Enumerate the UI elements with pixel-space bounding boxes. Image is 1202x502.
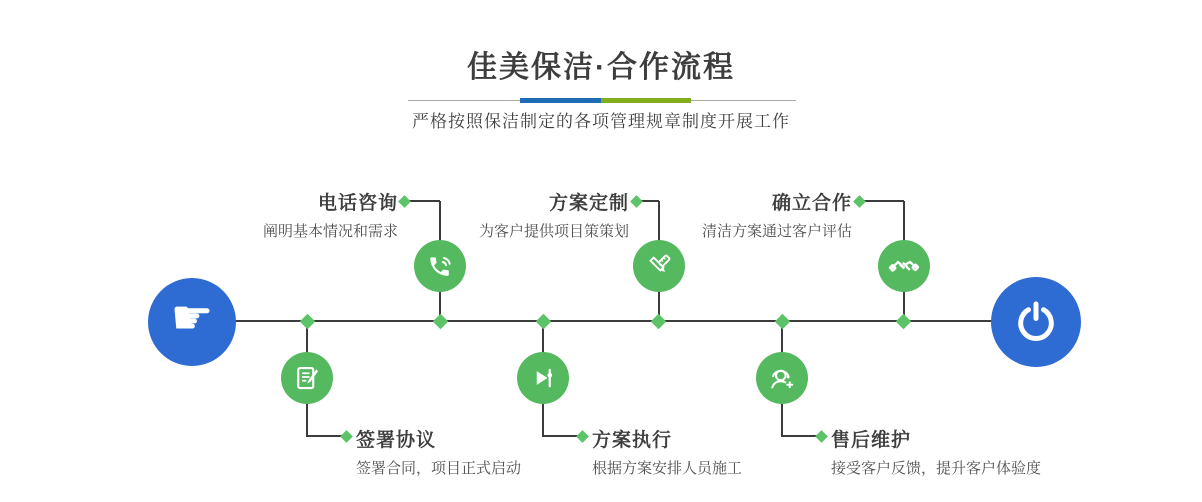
timeline-node-diamond [651,314,667,330]
step-label-aftersales [831,425,1041,478]
timeline-node-diamond [433,314,449,330]
hand-pointing-right-icon: ☛ [170,292,214,345]
timeline-node-diamond [300,314,316,330]
step-circle-aftersales [756,352,808,404]
step-desc: 为客户提供项目策策划 [478,223,629,240]
divider-green-segment [601,98,691,103]
step-desc: 根据方案安排人员施工 [592,460,743,477]
label-diamond [630,195,643,208]
label-diamond [853,195,866,208]
step-label-sign [356,425,521,478]
handshake-icon [888,250,920,282]
step-circle-cooperate [878,240,930,292]
end-endpoint-circle [991,277,1081,367]
phone-icon [425,251,455,281]
label-diamond [815,430,828,443]
step-title: 电话咨询 [317,193,398,214]
label-diamond [576,430,589,443]
step-title: 方案执行 [592,430,673,451]
connector-horizontal-step4 [307,435,343,437]
label-diamond [340,430,353,443]
step-title: 确立合作 [771,193,852,214]
title-divider [408,98,796,104]
divider-blue-segment [520,98,601,103]
step-circle-execute [517,352,569,404]
page-subtitle: 严格按照保洁制定的各项管理规章制度开展工作 [412,112,790,131]
timeline-node-diamond [896,314,912,330]
step-desc: 清洁方案通过客户评估 [701,223,852,240]
step-title: 签署协议 [356,430,437,451]
document-sign-icon [292,363,322,393]
step-desc: 阐明基本情况和需求 [262,223,398,240]
step-label-execute [592,425,742,478]
timeline-node-diamond [775,314,791,330]
power-icon [1013,299,1059,345]
step-desc: 接受客户反馈，提升客户体验度 [831,460,1042,477]
label-diamond [398,195,411,208]
connector-horizontal-step6 [782,435,818,437]
step-label-consult [263,188,398,241]
step-desc: 签署合同，项目正式启动 [356,460,522,477]
pencil-ruler-icon [644,251,674,281]
step-circle-consult [414,240,466,292]
step-circle-plan [633,240,685,292]
connector-horizontal-step3 [861,200,904,202]
step-title: 售后维护 [831,430,912,451]
step-label-plan [479,188,629,241]
step-label-cooperate [702,188,852,241]
step-circle-sign [281,352,333,404]
timeline-node-diamond [536,314,552,330]
start-endpoint-circle [148,278,236,366]
step-title: 方案定制 [548,193,629,214]
page-title: 佳美保洁·合作流程 [467,51,735,84]
play-slider-icon [528,363,558,393]
headset-plus-icon [767,363,797,393]
connector-horizontal-step5 [543,435,579,437]
